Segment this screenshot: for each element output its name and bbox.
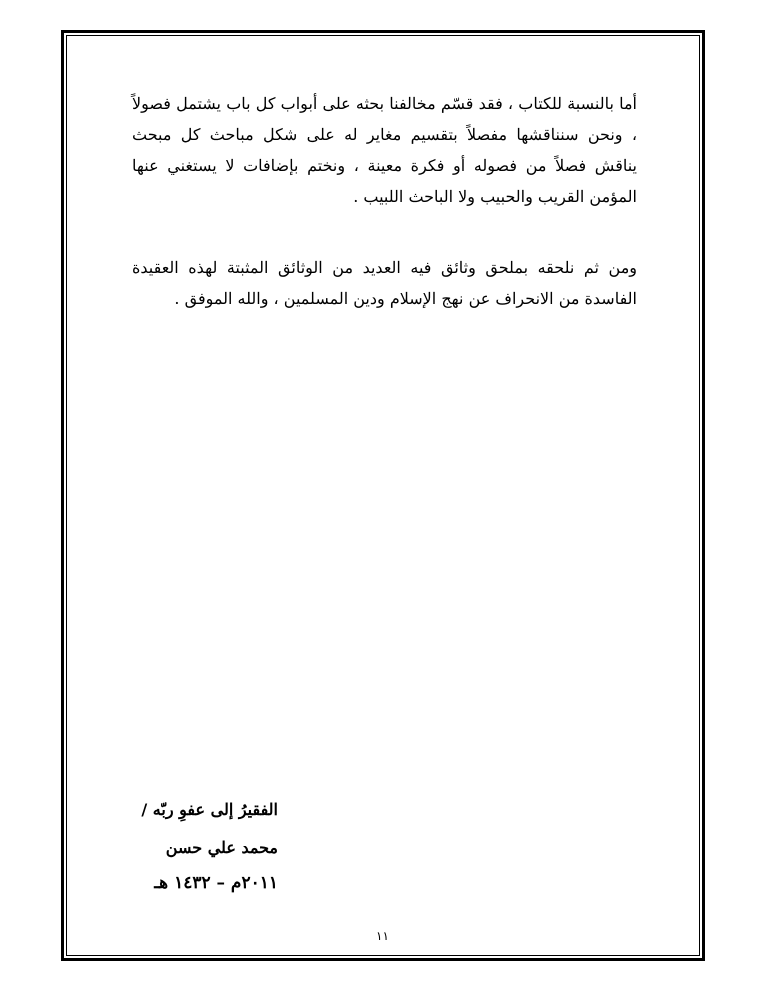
signature-author-name: محمد علي حسن [165, 838, 278, 857]
signature-line-1: الفقيرُ إلى عفوِ ربّه / [141, 800, 278, 819]
body-paragraph-2: ومن ثم نلحقه بملحق وثائق فيه العديد من الوثائق المثبتة لهذه العقيدة الفاسدة من الانحراف عن نهج الإسلام ودين المسلمين ، والله الموفق . [132, 258, 637, 308]
signature-date: ٢٠١١م – ١٤٣٢ هـ [154, 873, 278, 893]
page-number: ١١ [376, 929, 389, 943]
body-paragraph-1: أما بالنسبة للكتاب ، فقد قسّم مخالفنا بحثه على أبواب كل باب يشتمل فصولاً ، ونحن سنناقشها مفصلاً بتقسيم مغاير له على شكل مباحث كل مبحث يناقش فصلاً من فصوله أو فكرة معينة ، ونختم بإضافات لا يستغني عنها المؤمن القريب والحبيب ولا الباحث اللبيب . [132, 94, 637, 206]
